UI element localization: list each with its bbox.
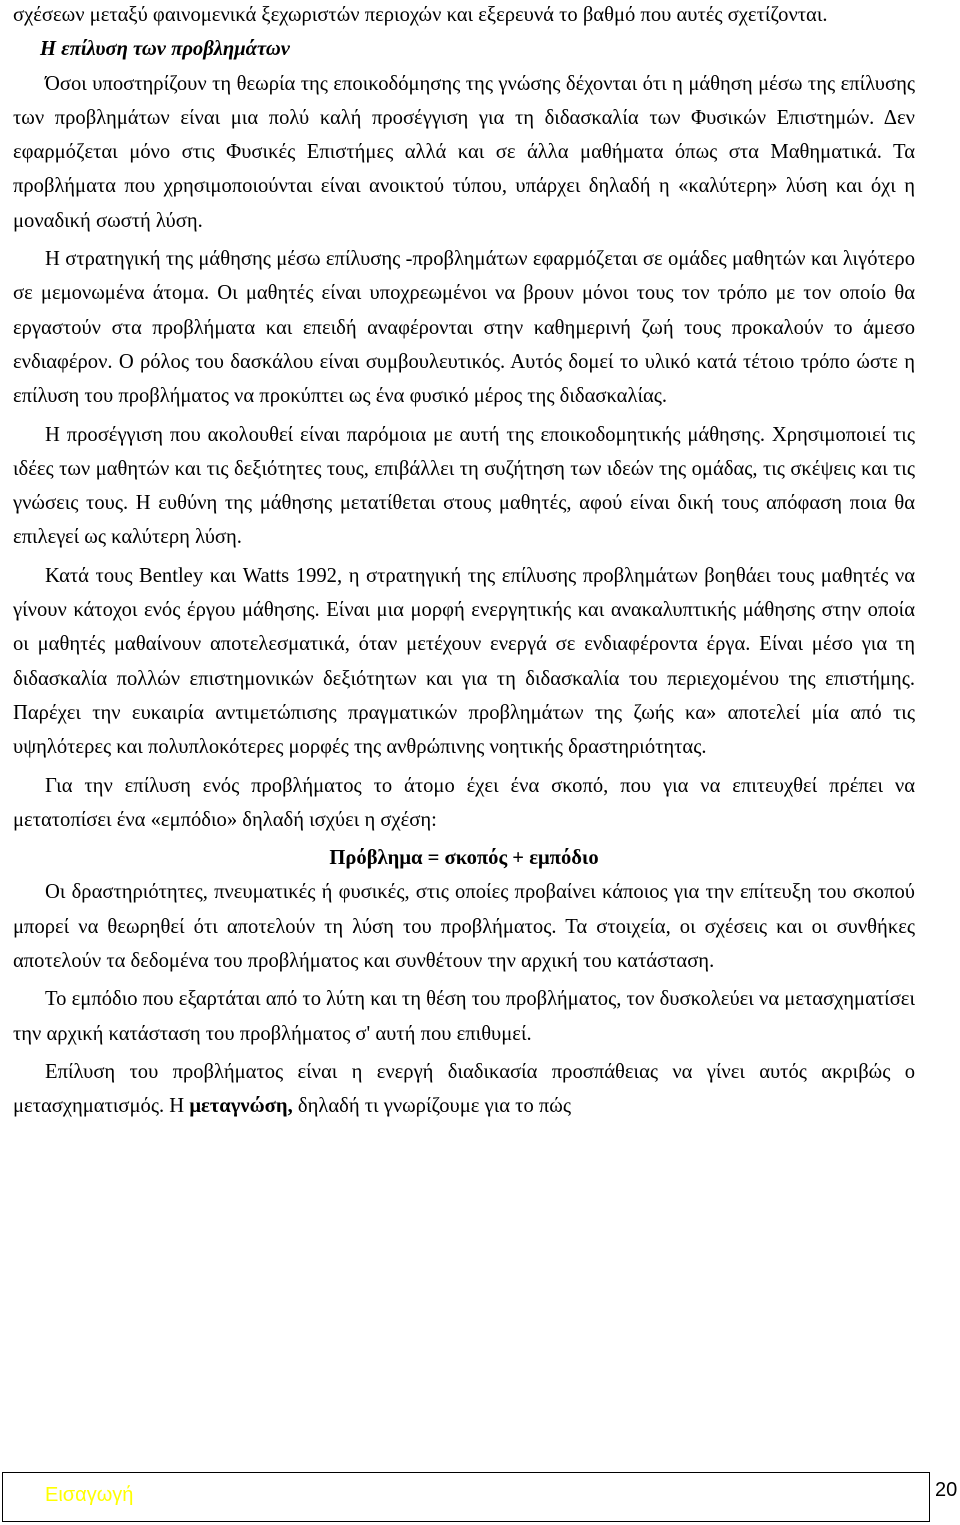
paragraph-4: Κατά τους Bentley και Watts 1992, η στρατηγική της επίλυσης προβλημάτων βοηθάει τους μαθητές να γίνουν κάτοχοι ενός έργου μάθησης. Είναι μια μορφή ενεργητικής και ανακαλυπτικής μάθησης στην οποία οι μαθητές μαθαίνουν αποτελεσματικά, όταν μετέχουν ενεργά σε ενδιαφέροντα έργα. Είναι μέσο για τη διδασκαλία πολλών επιστημονικών δεξιότητων και για τη διδασκαλία του περιεχομένου της επιστήμης. Παρέχει την ευκαιρία αντιμετώπισης πραγματικών προβλημάτων της ζωής κα» αποτελεί μία από τις υψηλότερες και πολυπλοκότερες μορφές της ανθρώπινης νοητικής δραστηριότητας. (13, 564, 915, 759)
footer-box (2, 1472, 930, 1522)
paragraph-3: Η προσέγγιση που ακολουθεί είναι παρόμοια με αυτή της εποικοδομητικής μάθησης. Χρησιμοποιεί τις ιδέες των μαθητών και τις δεξιότητες τους, επιβάλλει τη συζήτηση των ιδεών της ομάδας, τις σκέψεις και τις γνώσεις τους. Η ευθύνη της μάθησης μετατίθεται στους μαθητές, αφού είναι δική τους απόφαση ποια θα επιλεγεί ως καλύτερη λύση. (13, 423, 915, 549)
paragraph-8-start: Επίλυση του προβλήματος είναι η ενεργή διαδικασία προσπάθειας να γίνει αυτός ακριβώς ο μετασχηματισμός. Η (13, 1060, 915, 1118)
section-heading: Η επίλυση των προβλημάτων (40, 38, 290, 61)
paragraph-8 (13, 1055, 915, 1124)
page-number: 20 (935, 1479, 958, 1501)
paragraph-1: Όσοι υποστηρίζουν τη θεωρία της εποικοδόμησης της γνώσης δέχονται ότι η μάθηση μέσω της επίλυσης των προβλημάτων είναι μια πολύ καλή προσέγγιση για τη διδασκαλία των Φυσικών Επιστημών. Δεν εφαρμόζεται μόνο στις Φυσικές Επιστήμες αλλά και σε άλλα μαθήματα όπως στα Μαθηματικά. Τα προβλήματα που χρησιμοποιούνται είναι ανοικτού τύπου, υπάρχει δηλαδή η «καλύτερη» λύση και όχι η μοναδική σωστή λύση. (13, 72, 915, 232)
paragraph-6: Οι δραστηριότητες, πνευματικές ή φυσικές, στις οποίες προβαίνει κάποιος για την επίτευξη του σκοπού μπορεί να θεωρηθεί ότι αποτελούν τη λύση του προβλήματος. Τα στοιχεία, οι σχέσεις και οι συνθήκες αποτελούν τα δεδομένα του προβλήματος και συνθέτουν την αρχική του κατάσταση. (13, 881, 915, 973)
paragraph-continuation: σχέσεων μεταξύ φαινομενικά ξεχωριστών περιοχών και εξερευνά το βαθμό που αυτές σχετίζονται. (13, 4, 828, 26)
document-body (13, 0, 915, 1124)
formula: Πρόβλημα = σκοπός + εμπόδιο (329, 847, 599, 870)
bold-term: μεταγνώση, (189, 1095, 293, 1118)
paragraph-7: Το εμπόδιο που εξαρτάται από το λύτη και τη θέση του προβλήματος, τον δυσκολεύει να μετασχηματίσει την αρχική κατάσταση του προβλήματος σ' αυτή που επιθυμεί. (13, 988, 915, 1045)
paragraph-8-end: δηλαδή τι γνωρίζουμε για το πώς (292, 1095, 572, 1118)
paragraph-2: Η στρατηγική της μάθησης μέσω επίλυσης -προβλημάτων εφαρμόζεται σε ομάδες μαθητών και λιγότερο σε μεμονωμένα άτομα. Οι μαθητές είναι υποχρεωμένοι να βρουν μόνοι τους τον τρόπο με τον οποίο θα εργαστούν στα προβλήματα και επειδή αναφέρονται στην καθημερινή ζωή τους προκαλούν το άμεσο ενδιαφέρον. Ο ρόλος του δασκάλου είναι συμβουλευτικός. Αυτός δομεί το υλικό κατά τέτοιο τρόπο ώστε η επίλυση του προβλήματος να προκύπτει ως ένα φυσικό μέρος της διδασκαλίας. (13, 248, 915, 408)
footer-label: Εισαγωγή (45, 1484, 134, 1506)
paragraph-5: Για την επίλυση ενός προβλήματος το άτομο έχει ένα σκοπό, που για να επιτευχθεί πρέπει να μετατοπίσει ένα «εμπόδιο» δηλαδή ισχύει η σχέση: (13, 774, 915, 831)
